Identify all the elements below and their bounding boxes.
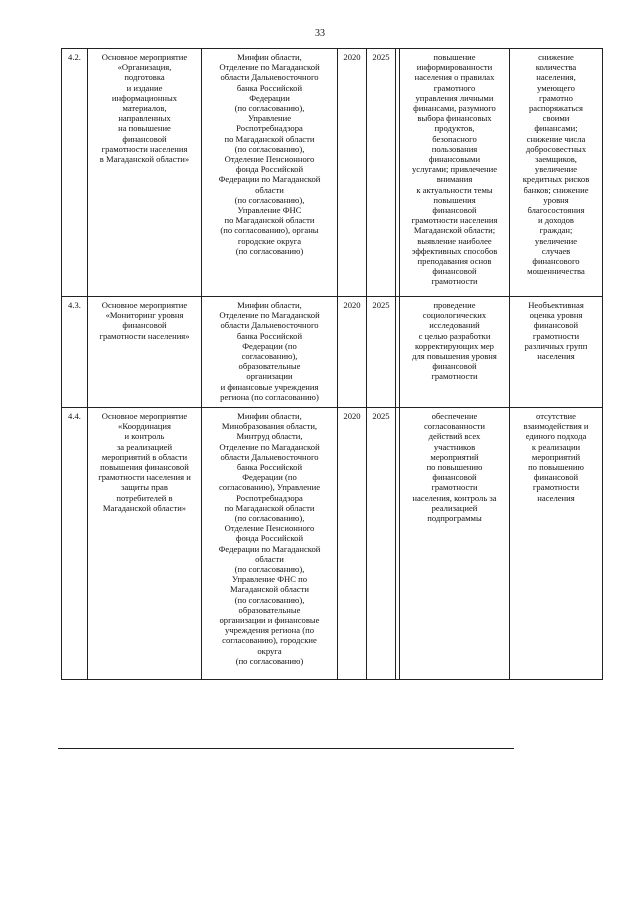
non-implementation-consequences: отсутствие взаимодействия и единого подхода к реализации мероприятий по повышению финансовой грамотности населения	[510, 408, 603, 680]
table-row	[62, 297, 603, 408]
end-year: 2025	[367, 408, 396, 680]
executors: Минфин области, Минобразования области, Минтруд области, Отделение по Магаданской области Дальневосточного банка Российской Федерации (по согласованию), Управление Роспотребнадзора по Магаданской области (по согласованию), Отделение Пенсионного фонда Российской Федерации по Магаданской области (по согласованию), Управление ФНС по Магаданской области (по согласованию), образовательные организации и финансовые учреждения региона (по согласованию), городские округа (по согласованию)	[202, 408, 338, 680]
executors: Минфин области, Отделение по Магаданской области Дальневосточного банка Российской Федерации (по согласованию), образовательные организации и финансовые учреждения региона (по согласованию)	[202, 297, 338, 408]
start-year: 2020	[338, 49, 367, 297]
end-year: 2025	[367, 297, 396, 408]
table-row	[62, 49, 603, 297]
row-number: 4.2.	[62, 49, 88, 297]
executors: Минфин области, Отделение по Магаданской области Дальневосточного банка Российской Федерации (по согласованию), Управление Роспотребнадзора по Магаданской области (по согласованию), Отделение Пенсионного фонда Российской Федерации по Магаданской области (по согласованию), Управление ФНС по Магаданской области (по согласованию), органы городские округа (по согласованию)	[202, 49, 338, 297]
end-year: 2025	[367, 49, 396, 297]
non-implementation-consequences: Необъективная оценка уровня финансовой грамотности различных групп населения	[510, 297, 603, 408]
event-name: Основное мероприятие «Мониторинг уровня финансовой грамотности населения»	[88, 297, 202, 408]
program-events-table	[61, 48, 603, 680]
start-year: 2020	[338, 297, 367, 408]
expected-result: проведение социологических исследований с целью разработки корректирующих мер для повышения уровня финансовой грамотности	[400, 297, 510, 408]
start-year: 2020	[338, 408, 367, 680]
row-number: 4.3.	[62, 297, 88, 408]
expected-result: обеспечение согласованности действий всех участников мероприятий по повышению финансовой грамотности населения, контроль за реализацией подпрограммы	[400, 408, 510, 680]
row-number: 4.4.	[62, 408, 88, 680]
event-name: Основное мероприятие «Координация и контроль за реализацией мероприятий в области повышения финансовой грамотности населения и защиты прав потребителей в Магаданской области»	[88, 408, 202, 680]
page-number: 33	[315, 28, 325, 39]
event-name: Основное мероприятие «Организация, подготовка и издание информационных материалов, направленных на повышение финансовой грамотности населения в Магаданской области»	[88, 49, 202, 297]
expected-result: повышение информированности населения о правилах грамотного управления личными финансами, разумного выбора финансовых продуктов, безопасного пользования финансовыми услугами; привлечение внимания к актуальности темы повышения финансовой грамотности населения Магаданской области; выявление наиболее эффективных способов преподавания основ финансовой грамотности	[400, 49, 510, 297]
table-row	[62, 408, 603, 680]
non-implementation-consequences: снижение количества населения, умеющего грамотно распоряжаться своими финансами; снижение числа добросовестных заемщиков, увеличение кредитных рисков банков; снижение уровня благосостояния и доходов граждан; увеличение случаев финансового мошенничества	[510, 49, 603, 297]
footer-divider	[58, 748, 514, 749]
